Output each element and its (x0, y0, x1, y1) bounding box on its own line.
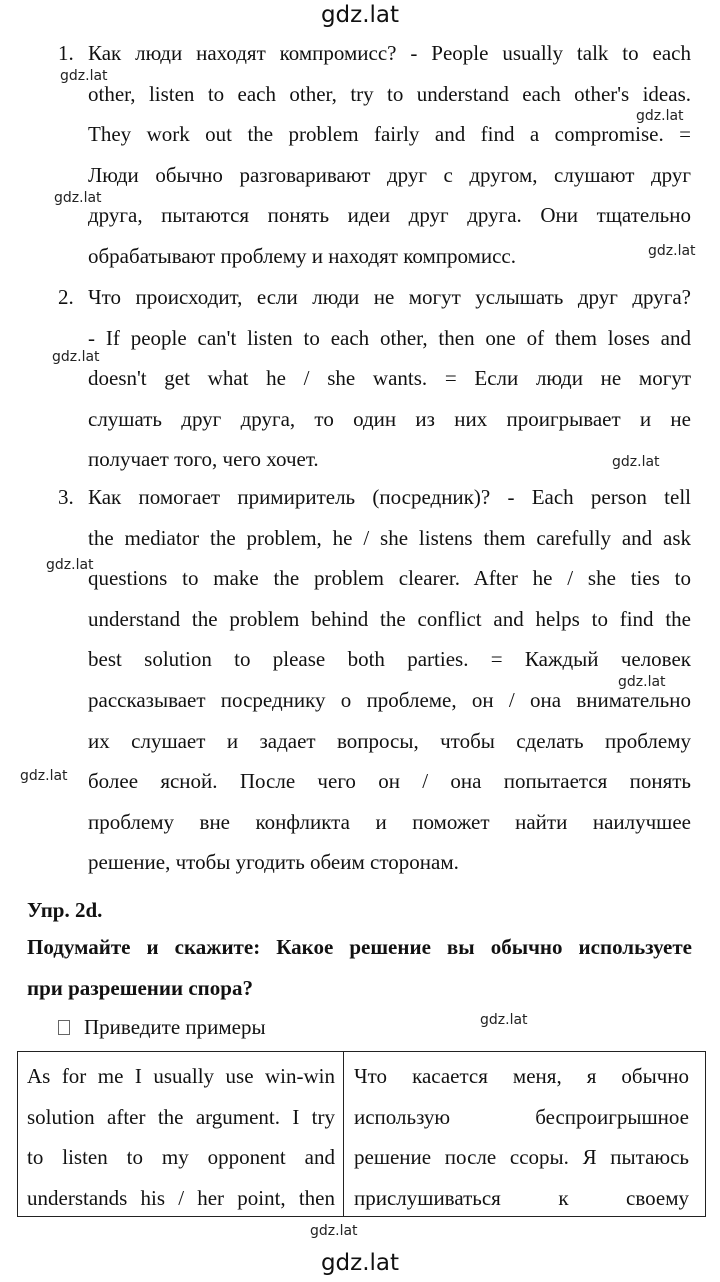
bullet-item (58, 1015, 266, 1040)
watermark: gdz.lat (310, 1223, 358, 1239)
watermark: gdz.lat (636, 108, 684, 124)
watermark: gdz.lat (60, 68, 108, 84)
item-line: They work out the problem fairly and find a compromise. = (88, 122, 691, 147)
watermark: gdz.lat (618, 674, 666, 690)
watermark: gdz.lat (46, 557, 94, 573)
item-line: understand the problem behind the conflict and helps to find the (88, 606, 691, 631)
answer-item-2 (58, 277, 693, 480)
item-line: более ясной. После чего он / она попытается понять (88, 769, 691, 794)
item-line: слушать друг друга, то один из них проигрывает и не (88, 406, 691, 431)
item-line: получает того, чего хочет. (88, 447, 319, 472)
question-line: при разрешении спора? (27, 976, 253, 1000)
question-line: Подумайте и скажите: Какое решение вы обычно используете (27, 935, 692, 959)
table-line: As for me I usually use win-win (27, 1064, 335, 1088)
site-header: gdz.lat (320, 2, 400, 28)
watermark: gdz.lat (648, 243, 696, 259)
site-footer: gdz.lat (320, 1250, 400, 1276)
item-line: Люди обычно разговаривают друг с другом, слушают друг (88, 162, 691, 187)
item-line: обрабатывают проблему и находят компромисс. (88, 243, 516, 268)
watermark: gdz.lat (54, 190, 102, 206)
table-line: использую беспроигрышное (354, 1104, 689, 1129)
item-line: the mediator the problem, he / she listens them carefully and ask (88, 525, 691, 550)
answer-item-3 (58, 477, 693, 883)
item-line: - If people can't listen to each other, then one of them loses and (88, 325, 691, 350)
watermark: gdz.lat (52, 349, 100, 365)
item-line: other, listen to each other, try to understand each other's ideas. (88, 81, 691, 106)
english-column (18, 1052, 344, 1216)
table-line: решение после ссоры. Я пытаюсь (354, 1145, 689, 1169)
table-line: прислушиваться к своему (354, 1185, 689, 1210)
item-line: questions to make the problem clearer. After he / she ties to (88, 566, 691, 591)
watermark: gdz.lat (20, 768, 68, 784)
table-line: Что касается меня, я обычно (354, 1064, 689, 1088)
item-line: решение, чтобы угодить обеим сторонам. (88, 850, 459, 875)
item-line: Как люди находят компромисс? - People usually talk to each (88, 41, 691, 65)
item-line: best solution to please both parties. = Каждый человек (88, 647, 691, 672)
exercise-title: Упр. 2d. (27, 898, 103, 922)
item-number: 1. (58, 41, 74, 65)
russian-column (344, 1052, 705, 1216)
item-line: doesn't get what he / she wants. = Если люди не могут (88, 366, 691, 391)
item-line: друга, пытаются понять идеи друг друга. Они тщательно (88, 203, 691, 228)
item-line: Как помогает примиритель (посредник)? - Each person tell (88, 485, 691, 509)
item-line: их слушает и задает вопросы, чтобы сделать проблему (88, 728, 691, 753)
watermark: gdz.lat (612, 454, 660, 470)
checkbox-bullet-icon (58, 1020, 70, 1035)
table-line: to listen to my opponent and (27, 1145, 335, 1169)
table-line: solution after the argument. I try (27, 1104, 335, 1129)
exercise-question (27, 927, 692, 1009)
bullet-text: Приведите примеры (84, 1015, 266, 1039)
table-line: understands his / her point, then (27, 1185, 335, 1210)
watermark: gdz.lat (480, 1012, 528, 1028)
item-number: 2. (58, 285, 74, 309)
answer-table (17, 1051, 706, 1217)
item-line: рассказывает посреднику о проблеме, он / она внимательно (88, 687, 691, 712)
answer-item-1 (58, 33, 693, 277)
item-line: проблему вне конфликта и поможет найти наилучшее (88, 809, 691, 834)
item-line: Что происходит, если люди не могут услышать друг друга? (88, 285, 691, 309)
item-number: 3. (58, 485, 74, 509)
